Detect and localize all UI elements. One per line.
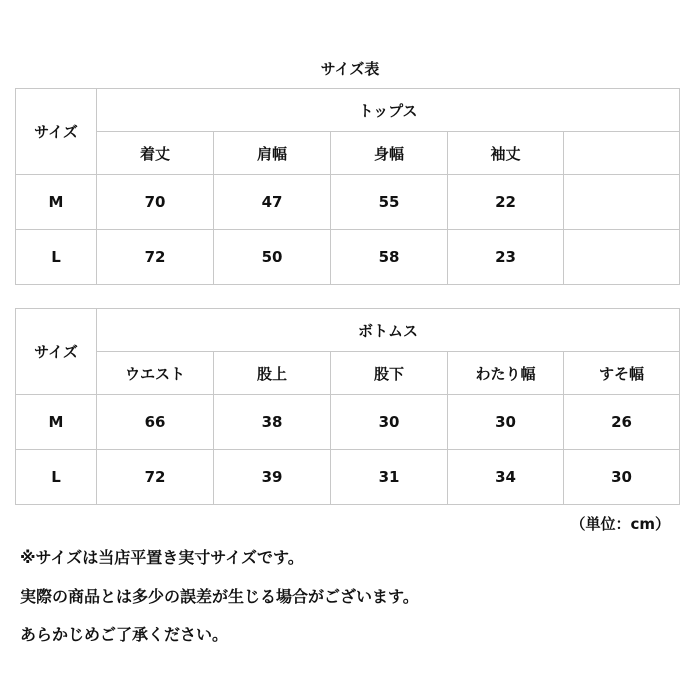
value-cell: 70 <box>97 175 214 230</box>
value-cell <box>564 230 680 285</box>
tops-size-table <box>15 88 680 285</box>
table-row <box>16 395 680 450</box>
value-cell: 50 <box>214 230 331 285</box>
value-cell: 30 <box>448 395 564 450</box>
value-cell: 39 <box>214 450 331 505</box>
value-cell: 72 <box>97 230 214 285</box>
table-row <box>16 175 680 230</box>
tops-col-header: 身幅 <box>331 132 448 175</box>
value-cell: 30 <box>331 395 448 450</box>
value-cell <box>564 175 680 230</box>
value-cell: 55 <box>331 175 448 230</box>
value-cell: 66 <box>97 395 214 450</box>
bottoms-col-header: すそ幅 <box>564 352 680 395</box>
value-cell: 34 <box>448 450 564 505</box>
size-cell: L <box>16 450 97 505</box>
note-line: ※サイズは当店平置き実寸サイズです。 <box>20 548 304 567</box>
tops-col-header <box>564 132 680 175</box>
bottoms-col-header: 股下 <box>331 352 448 395</box>
size-cell: M <box>16 175 97 230</box>
value-cell: 31 <box>331 450 448 505</box>
value-cell: 72 <box>97 450 214 505</box>
value-cell: 58 <box>331 230 448 285</box>
page-title: サイズ表 <box>320 60 380 78</box>
unit-label: （単位：cm） <box>570 515 670 533</box>
table-row <box>16 230 680 285</box>
bottoms-size-header: サイズ <box>16 309 97 395</box>
size-cell: M <box>16 395 97 450</box>
bottoms-col-header: わたり幅 <box>448 352 564 395</box>
note-line: 実際の商品とは多少の誤差が生じる場合がございます。 <box>20 587 419 606</box>
value-cell: 26 <box>564 395 680 450</box>
bottoms-col-header: 股上 <box>214 352 331 395</box>
value-cell: 22 <box>448 175 564 230</box>
value-cell: 47 <box>214 175 331 230</box>
value-cell: 30 <box>564 450 680 505</box>
value-cell: 23 <box>448 230 564 285</box>
tops-group-header: トップス <box>97 89 680 132</box>
table-row <box>16 450 680 505</box>
note-line: あらかじめご了承ください。 <box>20 625 229 644</box>
bottoms-group-header: ボトムス <box>97 309 680 352</box>
tops-col-header: 肩幅 <box>214 132 331 175</box>
size-cell: L <box>16 230 97 285</box>
tops-col-header: 袖丈 <box>448 132 564 175</box>
bottoms-col-header: ウエスト <box>97 352 214 395</box>
tops-size-header: サイズ <box>16 89 97 175</box>
value-cell: 38 <box>214 395 331 450</box>
bottoms-size-table <box>15 308 680 505</box>
tops-col-header: 着丈 <box>97 132 214 175</box>
